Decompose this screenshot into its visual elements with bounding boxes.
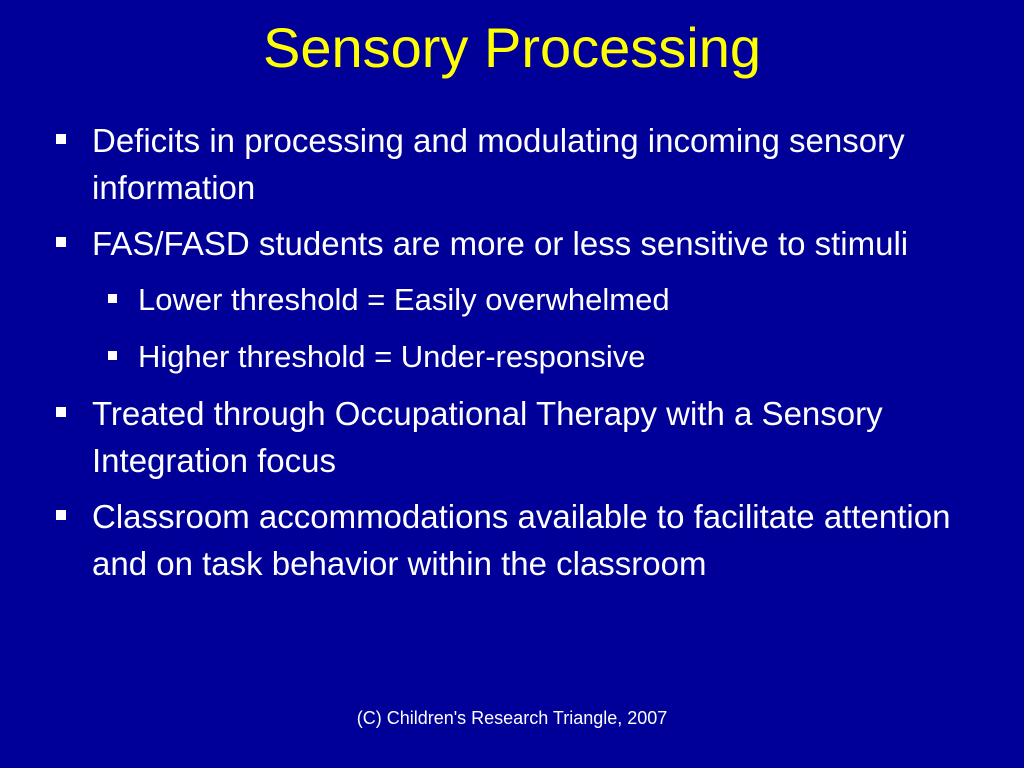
bullet-text: Classroom accommodations available to facilitate attention and on task behavior within the classroom <box>92 498 951 582</box>
footer-copyright: (C) Children's Research Triangle, 2007 <box>356 708 668 728</box>
sub-bullet-text: Higher threshold = Under-responsive <box>138 339 646 374</box>
sub-bullet-text: Lower threshold = Easily overwhelmed <box>138 282 670 317</box>
square-bullet-icon <box>108 294 117 303</box>
sub-bullet-item <box>0 333 1024 380</box>
bullet-list <box>0 117 1024 596</box>
bullet-text: FAS/FASD students are more or less sensitive to stimuli <box>92 225 909 262</box>
bullet-item <box>0 117 1024 211</box>
square-bullet-icon <box>56 510 66 520</box>
bullet-item <box>0 493 1024 587</box>
bullet-item <box>0 390 1024 484</box>
square-bullet-icon <box>56 237 66 247</box>
bullet-text: Deficits in processing and modulating incoming sensory information <box>92 122 905 206</box>
slide-title: Sensory Processing <box>262 16 761 79</box>
sub-bullet-item <box>0 276 1024 323</box>
square-bullet-icon <box>56 407 66 417</box>
bullet-text: Treated through Occupational Therapy with a Sensory Integration focus <box>92 395 883 479</box>
square-bullet-icon <box>108 351 117 360</box>
bullet-item <box>0 220 1024 267</box>
square-bullet-icon <box>56 134 66 144</box>
